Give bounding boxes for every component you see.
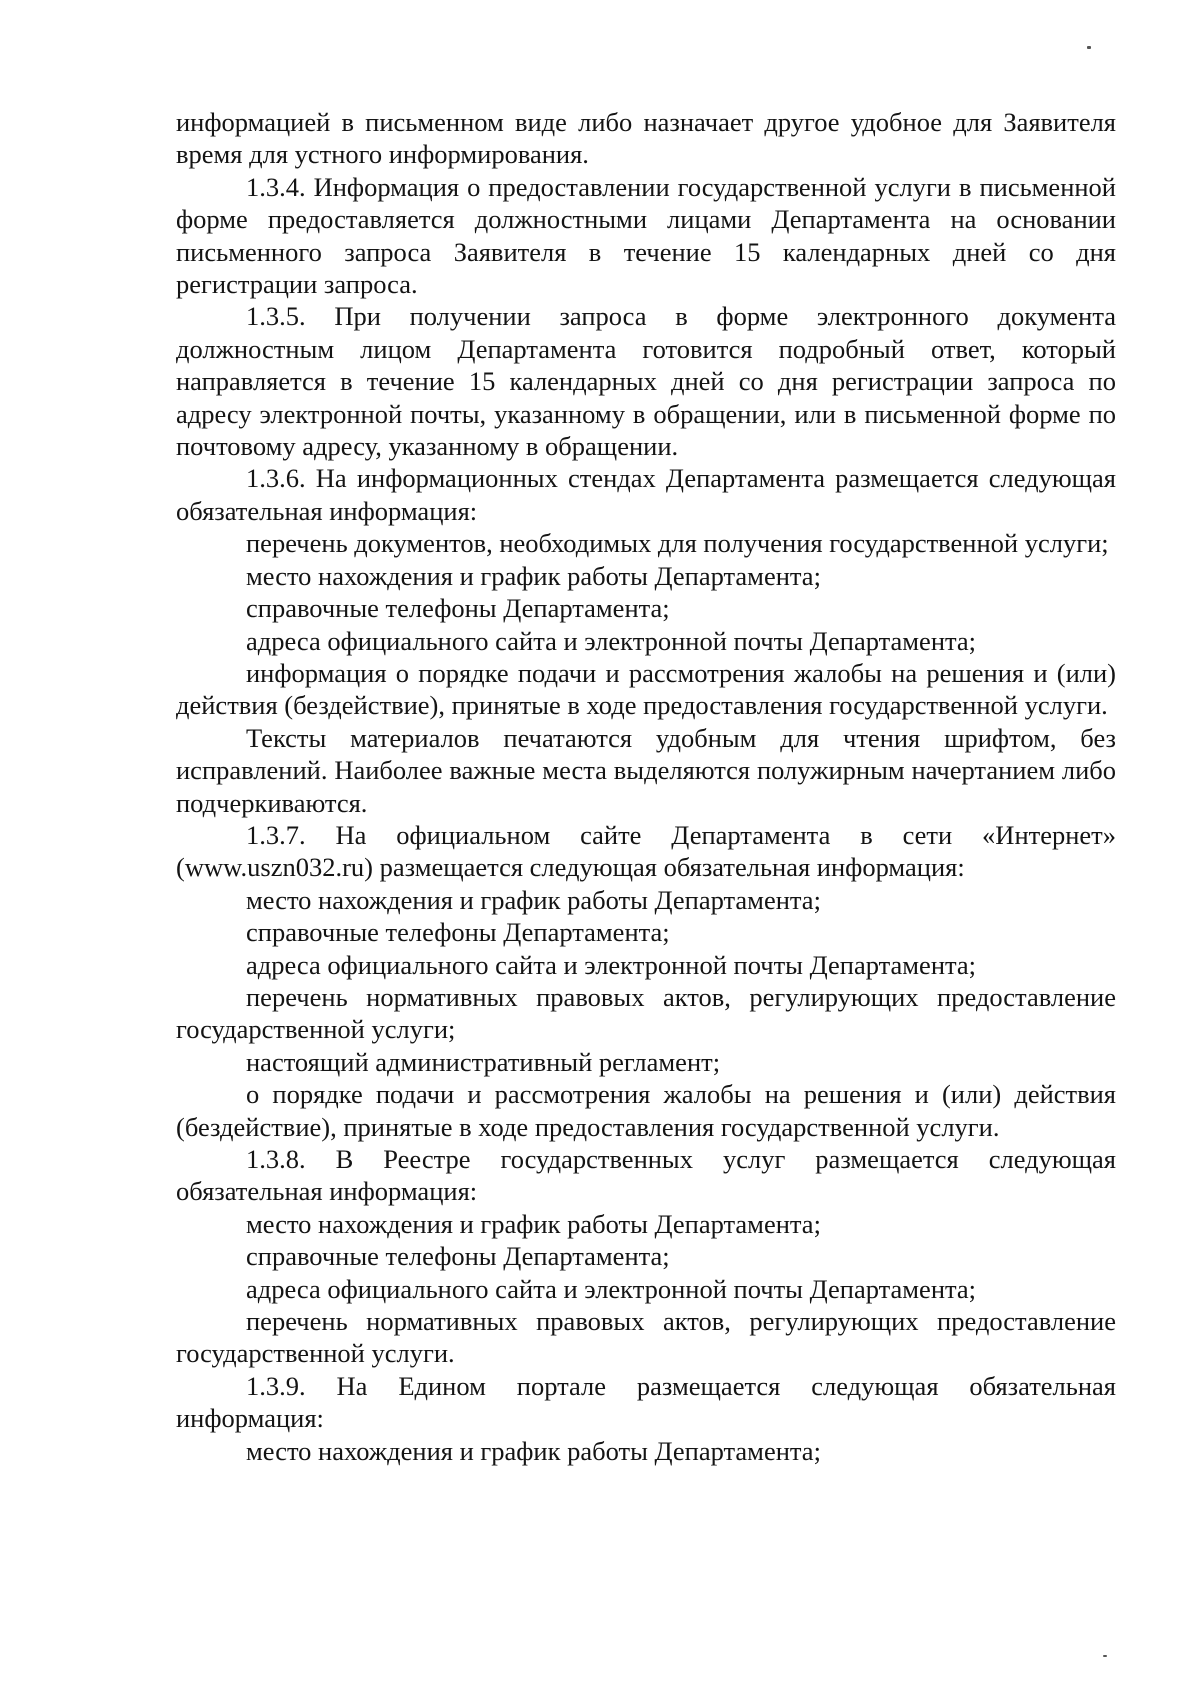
scan-speck [1087, 46, 1091, 49]
paragraph: адреса официального сайта и электронной почты Департамента; [246, 625, 977, 656]
paragraph: адреса официального сайта и электронной почты Департамента; [246, 1273, 977, 1304]
paragraph: справочные телефоны Департамента; [246, 1241, 670, 1272]
paragraph: место нахождения и график работы Департамента; [246, 1208, 821, 1239]
document-body [176, 106, 1116, 1467]
paragraph: 1.3.7. На официальном сайте Департамента в сети «Интернет» (www.uszn032.ru) размещается следующая обязательная информация: [176, 819, 1116, 883]
paragraph: информацией в письменном виде либо назначает другое удобное для Заявителя время для устного информирования. [176, 107, 1116, 170]
paragraph: место нахождения и график работы Департамента; [246, 560, 821, 591]
paragraph: настоящий административный регламент; [246, 1046, 721, 1077]
paragraph: 1.3.5. При получении запроса в форме электронного документа должностным лицом Департамента готовится подробный ответ, который направляется в течение 15 календарных дней со дня регистрации запроса по адресу электронной почты, указанному в обращении, или в письменной форме по почтовому адресу, указанному в обращении. [176, 301, 1116, 462]
paragraph: 1.3.6. На информационных стендах Департамента размещается следующая обязательная информация: [176, 463, 1116, 526]
paragraph: перечень нормативных правовых актов, регулирующих предоставление государственной услуги; [176, 981, 1116, 1045]
paragraph: перечень документов, необходимых для получения государственной услуги; [246, 528, 1109, 559]
paragraph: справочные телефоны Департамента; [246, 917, 670, 948]
paragraph: перечень нормативных правовых актов, регулирующих предоставление государственной услуги. [176, 1306, 1116, 1369]
paragraph: адреса официального сайта и электронной почты Департамента; [246, 949, 977, 980]
scan-speck [1103, 1655, 1107, 1657]
paragraph: Тексты материалов печатаются удобным для чтения шрифтом, без исправлений. Наиболее важные места выделяются полужирным начертанием либо подчеркиваются. [176, 722, 1116, 818]
paragraph: место нахождения и график работы Департамента; [246, 1435, 821, 1466]
paragraph: 1.3.4. Информация о предоставлении государственной услуги в письменной форме предоставляется должностными лицами Департамента на основании письменного запроса Заявителя в течение 15 календарных дней со дня регистрации запроса. [176, 171, 1116, 300]
paragraph: о порядке подачи и рассмотрения жалобы на решения и (или) действия (бездействие), принятые в ходе предоставления государственной услуги. [176, 1079, 1116, 1142]
paragraph: место нахождения и график работы Департамента; [246, 884, 821, 915]
paragraph: 1.3.8. В Реестре государственных услуг размещается следующая обязательная информация: [176, 1144, 1116, 1207]
paragraph: справочные телефоны Департамента; [246, 593, 670, 624]
paragraph: информация о порядке подачи и рассмотрения жалобы на решения и (или) действия (бездействие), принятые в ходе предоставления государственной услуги. [176, 657, 1116, 721]
paragraph: 1.3.9. На Едином портале размещается следующая обязательная информация: [176, 1370, 1116, 1434]
